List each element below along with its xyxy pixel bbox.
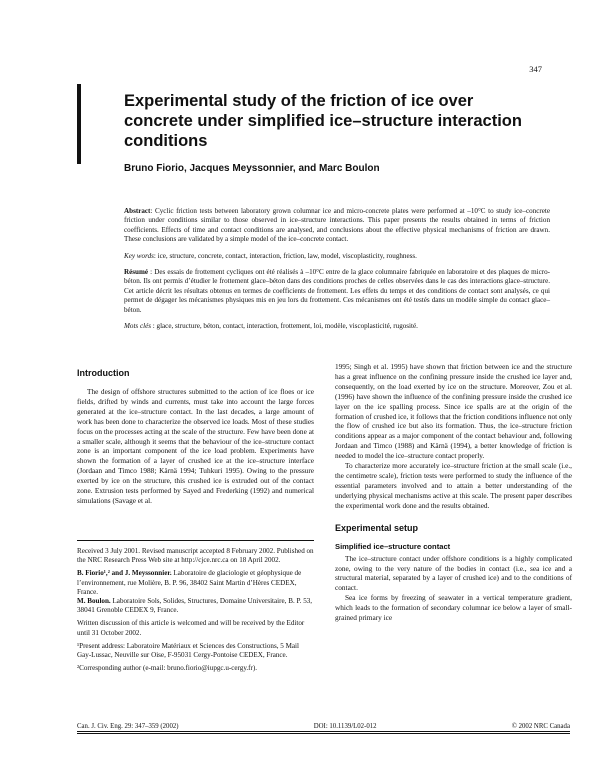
abstract-paragraph: [124, 207, 550, 245]
body-paragraph: The ice–structure contact under offshore conditions is a highly complicated zone, owing to the very nature of the bodies in contact (i.e., sea ice and a structural material, separated by a layer of crushed ice) and to the conditions of contact.: [335, 553, 572, 593]
subsection-heading: Simplified ice–structure contact: [335, 541, 451, 551]
abstract-label: Abstract: [124, 207, 151, 215]
discussion-note: Written discussion of this article is welcomed and will be received by the Editor until 31 October 2002.: [77, 619, 305, 637]
author-name-2: M. Boulon.: [77, 597, 111, 606]
experimental-setup-heading: Experimental setup: [335, 522, 419, 533]
present-address-note: ¹Present address: Laboratoire Matériaux et Sciences des Constructions, 5 Mail Gay-Lussac, Neuville sur Oise, F-95031 Cergy-Pontoise CEDEX, France.: [77, 641, 299, 660]
resume-label: Résumé: [124, 268, 149, 277]
introduction-paragraph: The design of offshore structures submitted to the action of ice floes or ice fields, drifted by winds and currents, must take into account the large forces generated at the ice–structure contact. In the last decades, a large amount of work has been done to characterize the observed ice loads. Most of these studies focus on the processes acting at the scale of the structure. Few have been done at a smaller scale, although it seems that the behaviour of the ice–structure contact zone is an important component of the ice load problem. Experiments have shown the formation of a layer of crushed ice at the ice–structure interface (Jordaan and Timco 1988; Kärnä 1994; Tuhkuri 1995). Owing to the pressure exerted by ice on the structure, this crushed ice is extruded out of the contact zone. Extrusion tests performed by Sayed and Frederking (1992) and numerical simulations (Savage et al.: [77, 387, 314, 505]
abstract-section: [124, 207, 550, 338]
footer-rule: [77, 733, 570, 734]
abstract-text: : Cyclic friction tests between laboratory grown columnar ice and micro-concrete plates were performed at –10°C to study ice–concrete friction under conditions similar to those observed in ice–structure interactions. This paper presents the results obtained in terms of friction coefficients. Effects of time and contact conditions are analysed, and conclusions about the effective physical mechanisms of friction are drawn. These conclusions are validated by a simple model of the ice–concrete contact.: [124, 207, 550, 244]
footnotes: [77, 540, 314, 677]
mots-cles-text: : glace, structure, béton, contact, interaction, frottement, loi, modèle, viscoplasticité, rugosité.: [151, 322, 418, 331]
keywords-text: : ice, structure, concrete, contact, interaction, friction, law, model, viscoplasticity, roughness.: [153, 251, 417, 260]
paper-title: Experimental study of the friction of ice over concrete under simplified ice–structure interaction conditions: [124, 92, 522, 150]
journal-citation: Can. J. Civ. Eng. 29: 347–359 (2002): [77, 723, 179, 730]
doi: DOI: 10.1139/L02-012: [313, 723, 377, 730]
keywords-label: Key words: [124, 251, 154, 260]
page-number: 347: [529, 64, 542, 74]
received-note: Received 3 July 2001. Revised manuscript accepted 8 February 2002. Published on the NRC Research Press Web site at http://cjce.nrc.ca on 18 April 2002.: [77, 547, 314, 565]
body-paragraph: Sea ice forms by freezing of seawater in a vertical temperature gradient, which leads to the formation of secondary columnar ice below a layer of small-grained primary ice: [335, 593, 572, 623]
title-rule: [77, 84, 81, 164]
author-names-1: B. Fiorio¹,² and J. Meyssonnier.: [77, 569, 172, 578]
resume-text: : Des essais de frottement cycliques ont été réalisés à –10°C entre de la glace columnaire fabriquée en laboratoire et des plaques de micro-béton. Ils ont permis d’étudier le frottement glace–béton dans des conditions proches de celles observées dans le cas des interactions glace–structure. Cet article décrit les résultats obtenus en termes de coefficients de frottement. Les effets du temps et des conditions de contact sont analysés, ce qui permet de dégager les mécanismes physiques mis en jeu lors du frottement. Ces mécanismes ont été testés dans un modèle simple du contact glace–béton.: [124, 268, 550, 314]
author-affiliation-1: [77, 569, 314, 615]
right-column: [335, 362, 572, 623]
author-list: Bruno Fiorio, Jacques Meyssonnier, and Marc Boulon: [124, 163, 380, 174]
body-paragraph: To characterize more accurately ice–structure friction at the small scale (i.e., the centimetre scale), friction tests were performed to study the influence of the essential parameters involved and to attain a better understanding of the underlying physical mechanisms active at this scale. The present paper describes the experimental work done and the results obtained.: [335, 461, 572, 510]
mots-cles-paragraph: [124, 322, 550, 331]
copyright: © 2002 NRC Canada: [511, 723, 570, 730]
footer-rule: [77, 731, 570, 732]
affiliation-text-2: Laboratoire Sols, Solides, Structures, Domaine Universitaire, B. P. 53, 38041 Grenoble CEDEX 9, France.: [77, 597, 313, 615]
affiliation-text-1: Laboratoire de glaciologie et géophysique de l’environnement, rue Molière, B. P. 96, 38402 Saint Martin d’Hères CEDEX, France.: [77, 569, 302, 596]
body-paragraph: 1995; Singh et al. 1995) have shown that friction between ice and the structure has a great influence on the confining pressure inside the crushed ice layer and, consequently, on the load exerted by ice on the structure. Moreover, Zou et al. (1996) have shown the influence of the confining pressure inside the crushed ice layer on the ice spalling process. Since ice spalls are at the origin of the formation of crushed ice, it follows that the friction conditions influence not only the flow of crushed ice but also its formation. Thus, the ice–structure friction conditions appear as a major component of the contact behaviour and, following Jordaan and Timco (1988) and Kärnä (1994), a better knowledge of friction is needed to model the ice–structure contact properly.: [335, 362, 572, 461]
mots-cles-label: Mots clés: [124, 322, 151, 331]
resume-paragraph: [124, 268, 550, 315]
keywords-paragraph: [124, 252, 550, 261]
page-footer: [77, 723, 570, 730]
corresponding-author-note: ²Corresponding author (e-mail: bruno.fiorio@iupgc.u-cergy.fr).: [77, 664, 258, 673]
left-column: [77, 368, 314, 506]
introduction-heading: Introduction: [77, 368, 130, 378]
